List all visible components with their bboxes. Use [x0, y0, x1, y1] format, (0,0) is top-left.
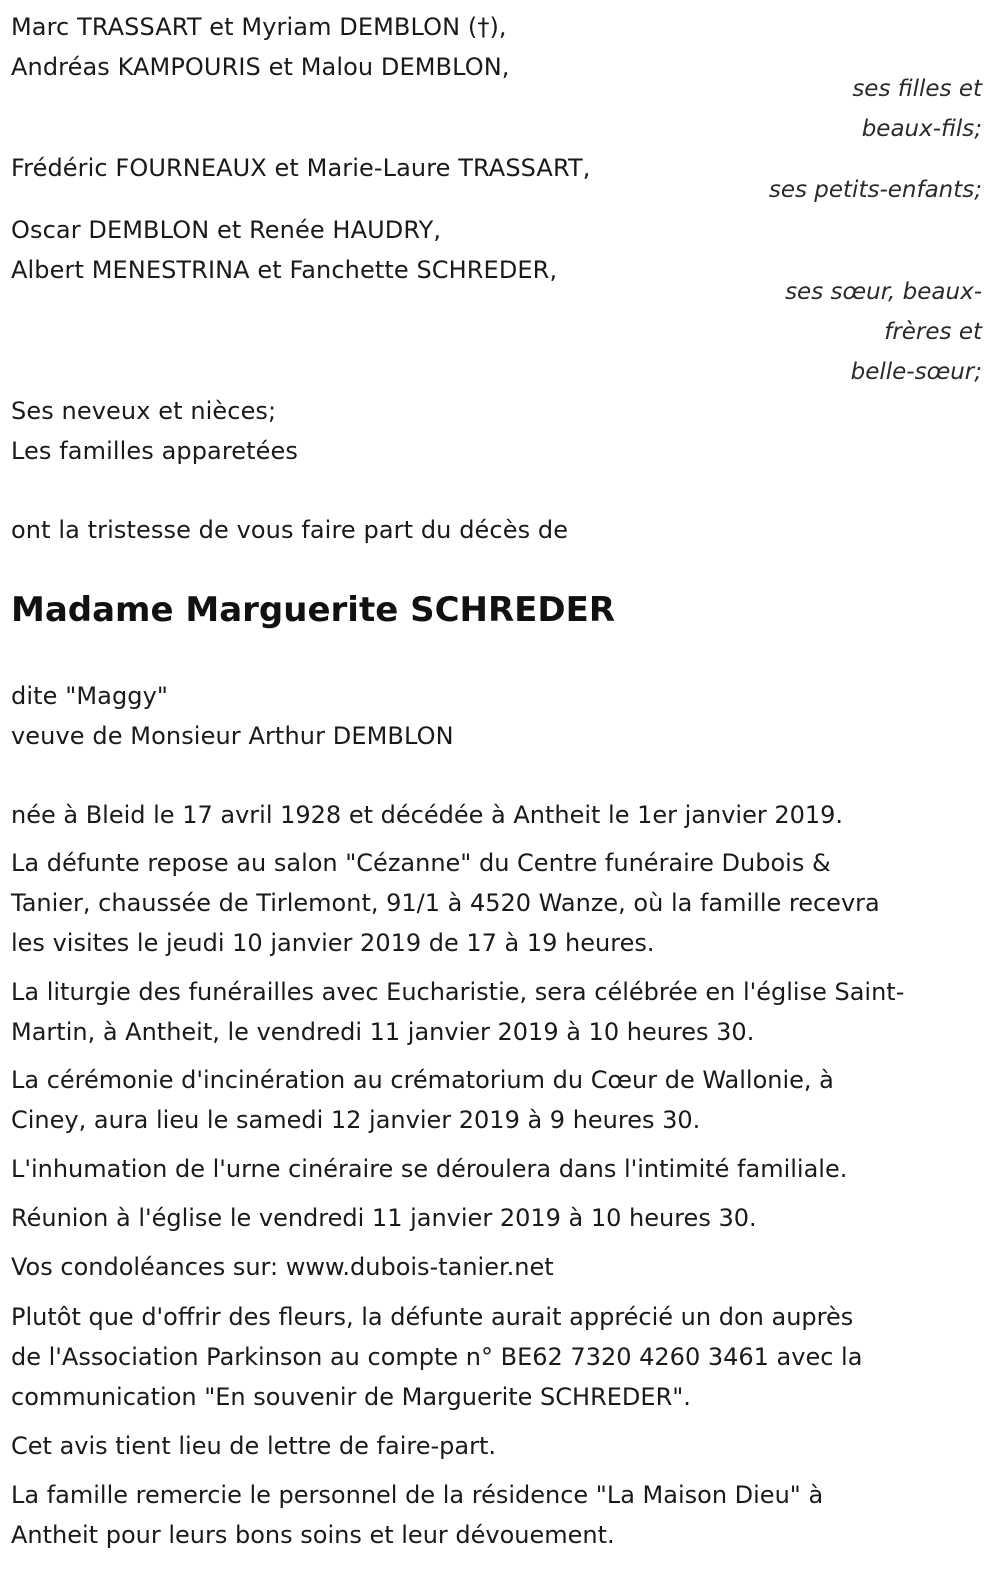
family-line-sibling-2: Albert MENESTRINA et Fanchette SCHREDER, [11, 256, 558, 284]
paragraph-line: La défunte repose au salon "Cézanne" du Centre funéraire Dubois & [11, 849, 831, 877]
paragraph-line: Tanier, chaussée de Tirlemont, 91/1 à 4520 Wanze, où la famille recevra [11, 889, 880, 917]
role-daughters-line-2: beaux-fils; [861, 116, 982, 142]
family-line-sibling-1: Oscar DEMBLON et Renée HAUDRY, [11, 216, 442, 244]
paragraph-cremation [11, 1060, 834, 1140]
paragraph-line: née à Bleid le 17 avril 1928 et décédée à Antheit le 1er janvier 2019. [11, 801, 844, 829]
paragraph-viewing [11, 843, 880, 963]
paragraph-line: les visites le jeudi 10 janvier 2019 de 17 à 19 heures. [11, 929, 655, 957]
role-siblings-line-2: frères et [884, 319, 982, 345]
deceased-nickname: dite "Maggy" [11, 682, 169, 710]
paragraph-birth-death [11, 795, 843, 835]
deceased-name: Madame Marguerite SCHREDER [11, 590, 616, 630]
paragraph-line: L'inhumation de l'urne cinéraire se déroulera dans l'intimité familiale. [11, 1155, 848, 1183]
paragraph-line: Réunion à l'église le vendredi 11 janvier 2019 à 10 heures 30. [11, 1204, 757, 1232]
family-line-nephews: Ses neveux et nièces; [11, 397, 277, 425]
paragraph-gathering [11, 1198, 757, 1238]
paragraph-line: Vos condoléances sur: www.dubois-tanier.net [11, 1253, 554, 1281]
paragraph-notice [11, 1426, 496, 1466]
paragraph-line: Plutôt que d'offrir des fleurs, la défunte aurait apprécié un don auprès [11, 1303, 854, 1331]
role-daughters-line-1: ses filles et [852, 76, 982, 102]
family-line-daughter-1: Marc TRASSART et Myriam DEMBLON (†), [11, 13, 507, 41]
paragraph-line: Cet avis tient lieu de lettre de faire-part. [11, 1432, 496, 1460]
paragraph-donation [11, 1297, 862, 1417]
paragraph-line: de l'Association Parkinson au compte n° BE62 7320 4260 3461 avec la [11, 1343, 863, 1371]
announcement-text: ont la tristesse de vous faire part du décès de [11, 516, 569, 544]
deceased-spouse: veuve de Monsieur Arthur DEMBLON [11, 722, 454, 750]
paragraph-line: La liturgie des funérailles avec Eucharistie, sera célébrée en l'église Saint- [11, 978, 905, 1006]
paragraph-line: Ciney, aura lieu le samedi 12 janvier 2019 à 9 heures 30. [11, 1106, 701, 1134]
paragraph-burial [11, 1149, 847, 1189]
paragraph-line: Martin, à Antheit, le vendredi 11 janvier 2019 à 10 heures 30. [11, 1018, 755, 1046]
paragraph-line: Antheit pour leurs bons soins et leur dévouement. [11, 1521, 615, 1549]
paragraph-line: La famille remercie le personnel de la résidence "La Maison Dieu" à [11, 1481, 824, 1509]
paragraph-condolences [11, 1247, 554, 1287]
role-grandchildren: ses petits-enfants; [768, 177, 982, 203]
family-line-related-families: Les familles apparetées [11, 437, 299, 465]
paragraph-line: communication "En souvenir de Marguerite SCHREDER". [11, 1383, 691, 1411]
family-line-grandchild-1: Frédéric FOURNEAUX et Marie-Laure TRASSART, [11, 154, 591, 182]
paragraph-line: La cérémonie d'incinération au crématorium du Cœur de Wallonie, à [11, 1066, 834, 1094]
family-line-daughter-2: Andréas KAMPOURIS et Malou DEMBLON, [11, 53, 510, 81]
role-siblings-line-3: belle-sœur; [850, 359, 982, 385]
paragraph-thanks [11, 1475, 823, 1555]
paragraph-liturgy [11, 972, 904, 1052]
role-siblings-line-1: ses sœur, beaux- [785, 279, 982, 305]
